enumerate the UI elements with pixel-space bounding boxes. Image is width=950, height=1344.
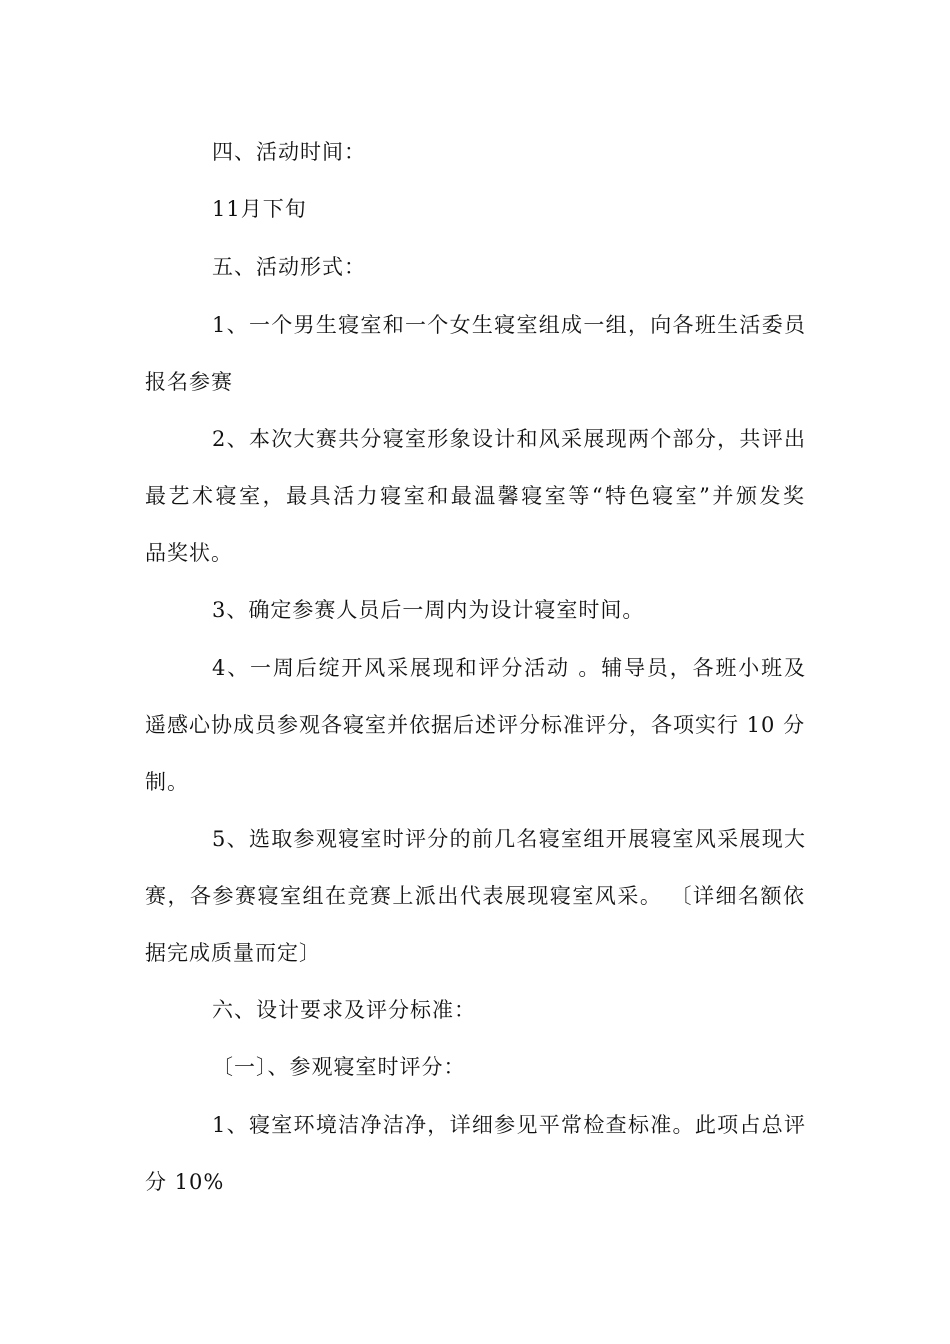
paragraph-line: 1、一个男生寝室和一个女生寝室组成一组，向各班生活委员 — [212, 313, 806, 337]
paragraph-line: 3、确定参赛人员后一周内为设计寝室时间。 — [212, 598, 645, 622]
paragraph-line: 1、寝室环境洁净洁净，详细参见平常检查标准。此项占总评 — [212, 1113, 806, 1137]
paragraph-line: 遥感心协成员参观各寝室并依据后述评分标准评分，各项实行 10 分 — [145, 713, 806, 737]
paragraph-line: 赛，各参赛寝室组在竞赛上派出代表展现寝室风采。 〔详细名额依 — [145, 884, 805, 908]
paragraph-line: 据完成质量而定〕 — [145, 941, 321, 965]
paragraph-line: 4、一周后绽开风采展现和评分活动 。辅导员，各班小班及 — [212, 656, 806, 680]
section-heading-design-requirements: 六、设计要求及评分标准： — [212, 998, 476, 1022]
paragraph-line: 分 10% — [145, 1170, 225, 1194]
activity-time-value: 11月下旬 — [212, 197, 307, 221]
paragraph-line: 报名参赛 — [145, 370, 233, 394]
paragraph-line: 5、选取参观寝室时评分的前几名寝室组开展寝室风采展现大 — [212, 827, 806, 851]
section-heading-activity-time: 四、活动时间： — [212, 140, 366, 164]
paragraph-line: 品奖状。 — [145, 541, 233, 565]
subsection-heading-visit-scoring: 〔一〕、参观寝室时评分： — [212, 1055, 466, 1079]
paragraph-line: 最艺术寝室，最具活力寝室和最温馨寝室等“特色寝室”并颁发奖 — [145, 484, 805, 508]
paragraph-line: 制。 — [145, 770, 189, 794]
paragraph-line: 2、本次大赛共分寝室形象设计和风采展现两个部分，共评出 — [212, 427, 806, 451]
section-heading-activity-form: 五、活动形式： — [212, 255, 366, 279]
